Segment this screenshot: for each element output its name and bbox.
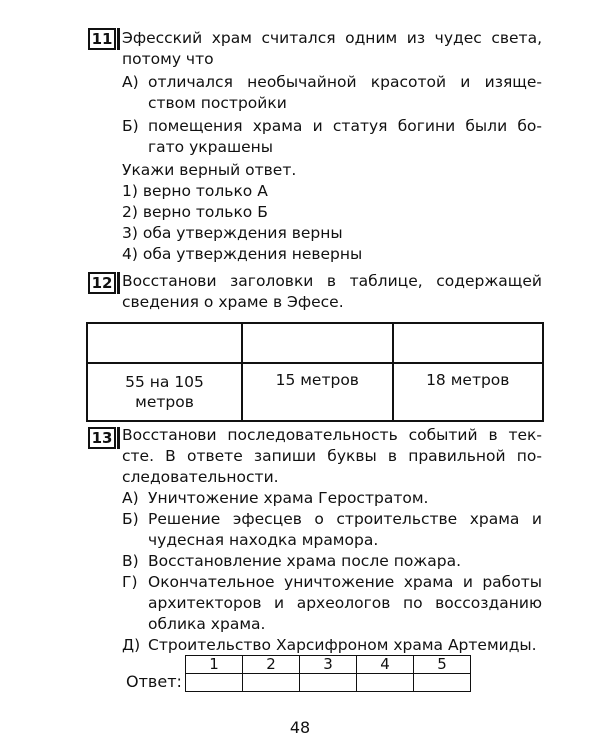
task-number-12: 12 [88,272,116,294]
task11-question [122,28,542,70]
answer-column-1: 1 [186,656,243,674]
answer-column-5: 5 [414,656,471,674]
value-cell-1 [87,363,242,421]
value-line: метров [135,393,194,411]
event-text [148,572,542,635]
task13-event-d [122,635,542,656]
task11-answer-3: 3) оба утверждения верны [122,224,343,242]
task11-prompt: Укажи верный ответ. [122,161,297,179]
event-letter: Г) [122,573,138,591]
statement-line: ством постройки [148,94,287,112]
task-number-13: 13 [88,427,116,449]
header-cell-2[interactable] [242,323,392,363]
value-line: 18 метров [426,371,510,389]
answer-column-2: 2 [243,656,300,674]
event-line: Строительство Харсифроном храма Артемиды. [148,636,537,654]
answer-cell-2[interactable] [243,674,300,692]
event-letter: Б) [122,510,139,528]
statement-letter: А) [122,73,139,91]
answer-table [185,655,471,692]
answer-cell-3[interactable] [300,674,357,692]
answer-header-row [186,656,471,674]
task13-event-g [122,572,542,635]
answer-cell-4[interactable] [357,674,414,692]
answer-cell-5[interactable] [414,674,471,692]
answer-column-4: 4 [357,656,414,674]
event-text [148,551,542,572]
event-text [148,635,542,656]
task11-answer-2: 2) верно только Б [122,203,268,221]
statement-letter: Б) [122,117,139,135]
statement-line: гато украшены [148,138,274,156]
task11-answer-1: 1) верно только А [122,182,268,200]
statement-text [148,116,542,158]
table-header-row [87,323,543,363]
page-number: 48 [289,718,311,737]
event-letter: А) [122,489,139,507]
event-line: чудесная находка мрамора. [148,531,379,549]
task13-event-v [122,551,542,572]
table-value-row [87,363,543,421]
task11-question-line-2: потому что [122,50,214,68]
answer-label: Ответ: [126,672,182,691]
statement-line: отличался необычайной красотой и изяще- [148,73,542,91]
event-text [148,509,542,551]
statement-line: помещения храма и статуя богини были бо- [148,117,542,135]
task13-question-line-1: Восстанови последовательность событий в тек- [122,426,542,444]
header-cell-3[interactable] [393,323,544,363]
answer-cell-1[interactable] [186,674,243,692]
task13-question [122,425,542,488]
event-line: Окончательное уничтожение храма и работы [148,573,542,591]
task13-event-a [122,488,542,509]
temple-info-table [86,322,544,422]
event-text [148,488,542,509]
task11-statement-b [122,116,542,158]
event-line: Решение эфесцев о строительстве храма и [148,510,542,528]
task13-event-b [122,509,542,551]
event-line: архитекторов и археологов по воссозданию [148,594,542,612]
task11-answer-4: 4) оба утверждения неверны [122,245,363,263]
task12-question-line-2: сведения о храме в Эфесе. [122,293,344,311]
task12-question-line-1: Восстанови заголовки в таблице, содержащей [122,272,542,290]
answer-column-3: 3 [300,656,357,674]
task13-question-line-3: следовательности. [122,468,279,486]
event-line: облика храма. [148,615,266,633]
value-line: 15 метров [275,371,359,389]
task13-question-line-2: сте. В ответе запиши буквы в правильной по- [122,447,542,465]
task12-question [122,271,542,313]
header-cell-1[interactable] [87,323,242,363]
event-line: Восстановление храма после пожара. [148,552,462,570]
event-letter: В) [122,552,139,570]
event-line: Уничтожение храма Геростратом. [148,489,429,507]
task-number-11: 11 [88,28,116,50]
event-letter: Д) [122,636,141,654]
task11-question-line-1: Эфесский храм считался одним из чудес света, [122,29,542,47]
task11-statement-a [122,72,542,114]
value-cell-3 [393,363,544,421]
statement-text [148,72,542,114]
value-cell-2 [242,363,392,421]
answer-input-row [186,674,471,692]
value-line: 55 на 105 [125,373,204,391]
